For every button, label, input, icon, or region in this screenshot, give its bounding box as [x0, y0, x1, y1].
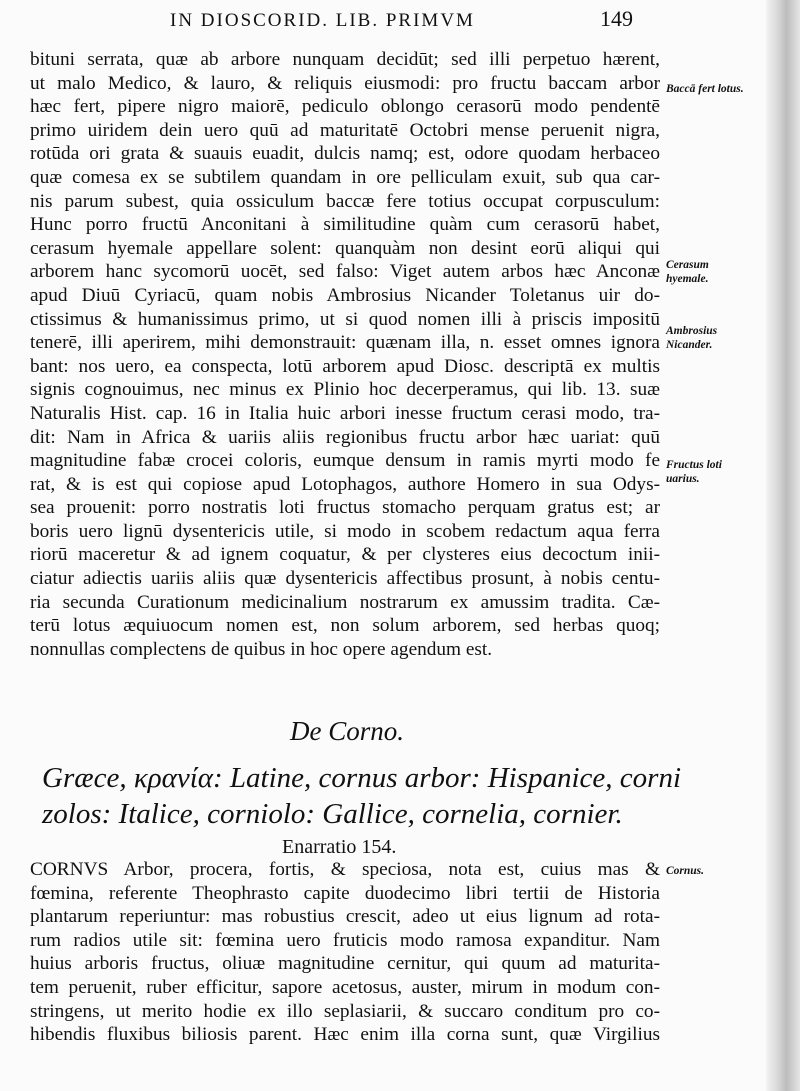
text-line: magnitudine fabæ crocei coloris, eumque densum in ramis myrti modo fe: [30, 450, 660, 472]
margin-note-4: Fructus loti uarius.: [666, 459, 722, 485]
text-line: ciatur adiectis uariis aliis quæ dysentericis affectibus prosunt, à nobis centu-: [30, 568, 660, 590]
text-line: Hunc porro fructū Anconitani à similitudine quàm cum cerasorū habet,: [30, 214, 660, 236]
text-line: riorū maceretur & ad ignem coquatur, & per clysteres eius decoctum inii-: [30, 544, 660, 566]
text-line: ctissimus & humanissimus primo, ut si quod nomen illi à priscis impositū: [30, 308, 660, 330]
text-line: arborem hanc sycomorū uocēt, sed falso: Viget autem arbos hæc Anconæ: [30, 261, 660, 283]
running-header: [170, 6, 670, 32]
text-line: bituni serrata, quæ ab arbore nunquam decidūt; sed illi perpetuo hærent,: [30, 49, 660, 70]
section-heading: De Corno.: [290, 716, 404, 746]
body-text-block-2: [30, 858, 660, 1047]
text-line: tem peruenit, ruber efficitur, sapore acetosus, auster, mirum in modum con-: [30, 976, 660, 998]
text-line: terū lotus æquiuocum nomen est, non solum arborem, sed herbas quoq;: [30, 615, 660, 637]
text-line: quæ comesa ex se subtilem quandam in ore pelliculam exuit, sub qua car-: [30, 166, 660, 188]
text-line: nis parum subest, quia ossiculum baccæ fere totius occupat corpusculum:: [30, 190, 660, 212]
text-line: boris uero lignū dysentericis utile, si modo in scobem redactum aqua ferra: [30, 520, 660, 542]
text-line: CORNVS Arbor, procera, fortis, & speciosa, nota est, cuius mas &: [30, 859, 660, 880]
text-line: nonnullas complectens de quibus in hoc opere agendum est.: [30, 638, 493, 660]
names-block: [42, 760, 682, 832]
text-line: Naturalis Hist. cap. 16 in Italia huic arbori inesse fructum cerasi modo, tra-: [30, 402, 660, 424]
margin-note-1: Baccā fert lotus.: [666, 83, 744, 95]
text-line: signis cognouimus, nec minus ex Plinio hoc decerperamus, qui lib. 13. suæ: [30, 379, 660, 401]
text-line: tenerē, illi aperirem, mihi demonstrauit: quænam illa, n. esset omnes ignora: [30, 332, 660, 354]
text-line: huius arboris fructus, oliuæ magnitudine cernitur, qui quum ad maturita-: [30, 953, 660, 975]
text-line: sea prouenit: porro nostratis loti fructus stomacho perquam gratus est; ar: [30, 497, 660, 519]
text-line: dit: Nam in Africa & uariis aliis regionibus fructu arbor hæc uariat: quū: [30, 426, 660, 448]
text-line: rotūda ori grata & suauis euadit, dulcis namq; est, odore quodam herbaceo: [30, 143, 660, 165]
text-line: zolos: Italice, corniolo: Gallice, cornelia, cornier.: [42, 798, 623, 830]
text-line: Græce, κρανία: Latine, cornus arbor: Hispanice, corni: [42, 762, 682, 794]
body-text-block-1: [30, 48, 660, 661]
text-line: stringens, ut merito hodie ex illo seplasiarii, & succaro conditum pro co-: [30, 1000, 660, 1022]
text-line: rum radios utile sit: fœmina uero fruticis modo ramosa expanditur. Nam: [30, 929, 660, 951]
page-edge-shadow: [766, 0, 800, 1091]
margin-note-3: Ambrosius Nicander.: [666, 325, 718, 351]
text-line: ria secunda Curationum medicinalium nostrarum ex amussim tradita. Cæ-: [30, 591, 660, 613]
margin-note-5: Cornus.: [666, 865, 705, 877]
text-line: bant: nos uero, ea conspecta, lotū arborem apud Diosc. descriptā ex multis: [30, 355, 660, 377]
enarratio-label: Enarratio 154.: [282, 836, 397, 858]
text-line: primo uiridem dein uero quū ad maturitatē Octobri mense peruenit nigra,: [30, 119, 660, 141]
text-line: hæc fert, pipere nigro maiorē, pediculo oblongo cerasorū modo pendentē: [30, 96, 660, 118]
running-title: IN DIOSCORID. LIB. PRIMVM: [170, 10, 475, 31]
text-line: apud Diuū Cyriacū, quam nobis Ambrosius Nicander Toletanus uir do-: [30, 284, 660, 306]
text-line: ut malo Medico, & lauro, & reliquis eiusmodi: pro fructu baccam arbor: [30, 72, 660, 94]
text-line: plantarum reperiuntur: mas robustius crescit, adeo ut eius lignum ad rota-: [30, 906, 660, 928]
text-line: hibendis fluxibus biliosis parent. Hæc enim illa corna sunt, quæ Virgilius: [30, 1024, 660, 1046]
text-line: cerasum hyemale appellare solent: quanquàm non desint eorū aliqui qui: [30, 237, 660, 259]
text-line: rat, & is est qui copiose apud Lotophagos, authore Homero in sua Odys-: [30, 473, 660, 495]
folio-number: 149: [600, 6, 633, 31]
text-line: fœmina, referente Theophrasto capite duodecimo libri tertii de Historia: [30, 882, 660, 904]
margin-note-2: Cerasum hyemale.: [666, 259, 709, 285]
